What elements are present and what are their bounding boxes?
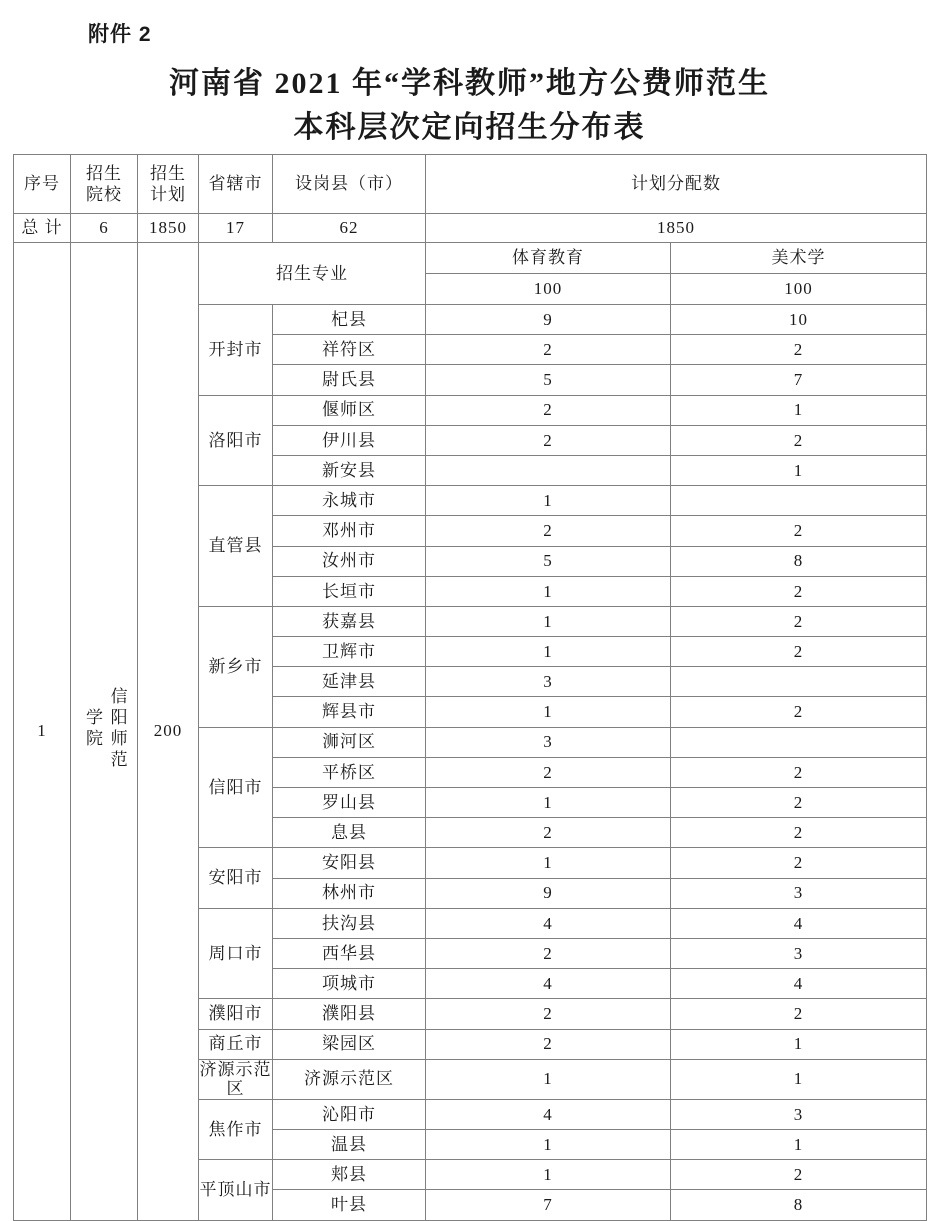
art-value-cell: 2 xyxy=(671,335,927,365)
county-cell: 获嘉县 xyxy=(273,606,426,636)
institution-plan: 200 xyxy=(138,243,199,1221)
county-cell: 辉县市 xyxy=(273,697,426,727)
pe-value-cell: 2 xyxy=(426,395,671,425)
pe-value-cell: 1 xyxy=(426,486,671,516)
county-cell: 林州市 xyxy=(273,878,426,908)
pe-value-cell: 9 xyxy=(426,305,671,335)
county-cell: 新安县 xyxy=(273,455,426,485)
pe-value-cell: 2 xyxy=(426,1029,671,1059)
art-value-cell: 2 xyxy=(671,697,927,727)
title-line-2: 本科层次定向招生分布表 xyxy=(293,111,646,144)
col-header-plan-l1: 招生 xyxy=(150,163,186,183)
pe-value-cell: 1 xyxy=(426,637,671,667)
pe-value-cell: 2 xyxy=(426,516,671,546)
city-cell: 周口市 xyxy=(199,908,273,999)
county-cell: 西华县 xyxy=(273,938,426,968)
art-value-cell: 1 xyxy=(671,455,927,485)
art-value-cell: 4 xyxy=(671,908,927,938)
city-cell: 商丘市 xyxy=(199,1029,273,1059)
county-cell: 汝州市 xyxy=(273,546,426,576)
county-cell: 叶县 xyxy=(273,1190,426,1220)
county-cell: 邓州市 xyxy=(273,516,426,546)
city-cell: 平顶山市 xyxy=(199,1160,273,1220)
art-value-cell: 1 xyxy=(671,1029,927,1059)
art-value-cell: 10 xyxy=(671,305,927,335)
col-header-school-l2: 院校 xyxy=(86,185,122,204)
county-cell: 项城市 xyxy=(273,969,426,999)
art-value-cell xyxy=(671,727,927,757)
pe-value-cell: 3 xyxy=(426,727,671,757)
major-label: 招生专业 xyxy=(199,243,426,305)
art-value-cell: 3 xyxy=(671,878,927,908)
pe-value-cell: 4 xyxy=(426,908,671,938)
county-cell: 郏县 xyxy=(273,1160,426,1190)
art-value-cell: 2 xyxy=(671,757,927,787)
pe-value-cell: 3 xyxy=(426,667,671,697)
col-header-plan xyxy=(138,155,199,214)
art-value-cell: 2 xyxy=(671,818,927,848)
major-header-art: 美术学 xyxy=(671,243,927,274)
institution-name xyxy=(71,243,138,1221)
art-value-cell: 7 xyxy=(671,365,927,395)
col-header-school-l1: 招生 xyxy=(86,163,122,183)
total-school-count: 6 xyxy=(71,214,138,243)
county-cell: 卫辉市 xyxy=(273,637,426,667)
county-cell: 延津县 xyxy=(273,667,426,697)
county-cell: 祥符区 xyxy=(273,335,426,365)
col-header-plan-l2: 计划 xyxy=(150,185,186,204)
county-cell: 息县 xyxy=(273,818,426,848)
art-value-cell: 2 xyxy=(671,1160,927,1190)
attachment-label: 附件 2 xyxy=(88,23,152,46)
table-body xyxy=(14,155,927,1221)
county-cell: 扶沟县 xyxy=(273,908,426,938)
pe-value-cell: 1 xyxy=(426,576,671,606)
institution-seq: 1 xyxy=(14,243,71,1221)
pe-value-cell: 1 xyxy=(426,848,671,878)
major-header-pe: 体育教育 xyxy=(426,243,671,274)
col-header-seq: 序号 xyxy=(14,155,71,214)
county-cell: 沁阳市 xyxy=(273,1099,426,1129)
total-allocation: 1850 xyxy=(426,214,927,243)
table-header-row xyxy=(14,155,927,214)
city-cell: 濮阳市 xyxy=(199,999,273,1029)
art-value-cell xyxy=(671,486,927,516)
city-cell: 信阳市 xyxy=(199,727,273,848)
pe-value-cell: 9 xyxy=(426,878,671,908)
art-value-cell: 3 xyxy=(671,938,927,968)
pe-value-cell: 1 xyxy=(426,1129,671,1159)
county-cell: 浉河区 xyxy=(273,727,426,757)
art-value-cell: 2 xyxy=(671,999,927,1029)
county-cell: 长垣市 xyxy=(273,576,426,606)
city-cell: 直管县 xyxy=(199,486,273,607)
total-plan: 1850 xyxy=(138,214,199,243)
art-value-cell: 2 xyxy=(671,425,927,455)
county-cell: 永城市 xyxy=(273,486,426,516)
total-seq: 总 计 xyxy=(14,214,71,243)
col-header-city: 省辖市 xyxy=(199,155,273,214)
county-cell: 安阳县 xyxy=(273,848,426,878)
major-header-row xyxy=(14,243,927,274)
pe-value-cell: 2 xyxy=(426,999,671,1029)
col-header-county: 设岗县（市） xyxy=(273,155,426,214)
pe-value-cell: 1 xyxy=(426,788,671,818)
county-cell: 杞县 xyxy=(273,305,426,335)
art-value-cell: 8 xyxy=(671,546,927,576)
pe-value-cell: 2 xyxy=(426,335,671,365)
pe-value-cell: 1 xyxy=(426,606,671,636)
pe-value-cell: 7 xyxy=(426,1190,671,1220)
art-value-cell: 8 xyxy=(671,1190,927,1220)
county-cell: 尉氏县 xyxy=(273,365,426,395)
county-cell: 梁园区 xyxy=(273,1029,426,1059)
county-cell: 济源示范区 xyxy=(273,1059,426,1099)
city-cell: 安阳市 xyxy=(199,848,273,908)
art-value-cell: 1 xyxy=(671,395,927,425)
pe-value-cell xyxy=(426,455,671,485)
pe-value-cell: 5 xyxy=(426,365,671,395)
city-cell: 焦作市 xyxy=(199,1099,273,1159)
county-cell: 温县 xyxy=(273,1129,426,1159)
art-value-cell: 2 xyxy=(671,848,927,878)
pe-value-cell: 4 xyxy=(426,1099,671,1129)
city-cell: 新乡市 xyxy=(199,606,273,727)
art-value-cell: 2 xyxy=(671,637,927,667)
pe-value-cell: 2 xyxy=(426,757,671,787)
col-header-allocation: 计划分配数 xyxy=(426,155,927,214)
art-value-cell: 1 xyxy=(671,1059,927,1099)
col-header-school xyxy=(71,155,138,214)
county-cell: 罗山县 xyxy=(273,788,426,818)
art-value-cell xyxy=(671,667,927,697)
major-quota-pe: 100 xyxy=(426,274,671,305)
pe-value-cell: 1 xyxy=(426,1160,671,1190)
art-value-cell: 2 xyxy=(671,516,927,546)
title-line-1: 河南省 2021 年“学科教师”地方公费师范生 xyxy=(169,67,770,100)
total-row xyxy=(14,214,927,243)
art-value-cell: 2 xyxy=(671,606,927,636)
city-cell: 洛阳市 xyxy=(199,395,273,486)
pe-value-cell: 1 xyxy=(426,1059,671,1099)
county-cell: 偃师区 xyxy=(273,395,426,425)
major-quota-art: 100 xyxy=(671,274,927,305)
total-county-count: 62 xyxy=(273,214,426,243)
pe-value-cell: 2 xyxy=(426,818,671,848)
institution-name-text: 信阳师范学院 xyxy=(83,686,127,771)
pe-value-cell: 2 xyxy=(426,938,671,968)
county-cell: 伊川县 xyxy=(273,425,426,455)
page-title xyxy=(0,62,939,150)
pe-value-cell: 2 xyxy=(426,425,671,455)
art-value-cell: 4 xyxy=(671,969,927,999)
pe-value-cell: 4 xyxy=(426,969,671,999)
city-cell: 济源示范区 xyxy=(199,1059,272,1099)
distribution-table-wrapper xyxy=(13,154,926,1221)
county-cell: 平桥区 xyxy=(273,757,426,787)
county-cell: 濮阳县 xyxy=(273,999,426,1029)
distribution-table xyxy=(13,154,927,1221)
pe-value-cell: 5 xyxy=(426,546,671,576)
art-value-cell: 2 xyxy=(671,788,927,818)
art-value-cell: 1 xyxy=(671,1129,927,1159)
total-city-count: 17 xyxy=(199,214,273,243)
art-value-cell: 3 xyxy=(671,1099,927,1129)
pe-value-cell: 1 xyxy=(426,697,671,727)
city-cell: 开封市 xyxy=(199,305,273,396)
art-value-cell: 2 xyxy=(671,576,927,606)
